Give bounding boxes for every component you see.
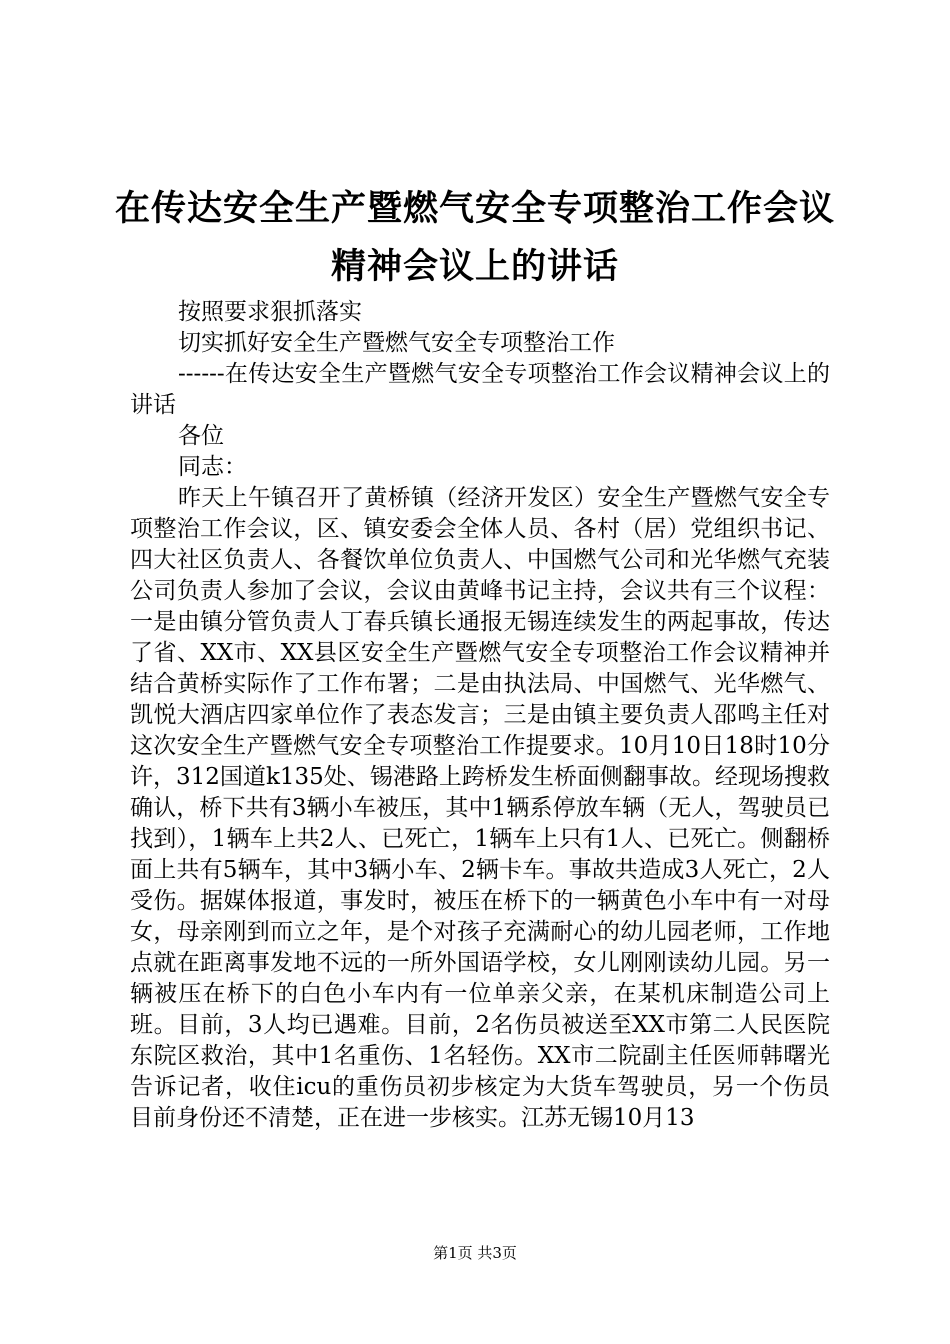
salutation-2: 同志：: [178, 454, 247, 480]
subtitle-2: 切实抓好安全生产暨燃气安全专项整治工作: [178, 330, 615, 356]
subtitle-3: ------在传达安全生产暨燃气安全专项整治工作会议精神会议上的讲话: [130, 361, 830, 418]
document-title: [0, 180, 950, 296]
page-footer: 第1页 共3页: [433, 1244, 517, 1262]
title-line-1: 在传达安全生产暨燃气安全专项整治工作会议: [114, 188, 835, 229]
subtitle-1: 按照要求狠抓落实: [178, 299, 362, 325]
title-line-2: 精神会议上的讲话: [330, 246, 619, 287]
body-paragraph: 昨天上午镇召开了黄桥镇（经济开发区）安全生产暨燃气安全专项整治工作会议，区、镇安委会全体人员、各村（居）党组织书记、四大社区负责人、各餐饮单位负责人、中国燃气公司和光华燃气充装公司负责人参加了会议，会议由黄峰书记主持，会议共有三个议程：一是由镇分管负责人丁春兵镇长通报无锡连续发生的两起事故，传达了省、XX市、XX县区安全生产暨燃气安全专项整治工作会议精神并结合黄桥实际作了工作布署；二是由执法局、中国燃气、光华燃气、凯悦大酒店四家单位作了表态发言；三是由镇主要负责人邵鸣主任对这次安全生产暨燃气安全专项整治工作提要求。10月10日18时10分许，312国道k135处、锡港路上跨桥发生桥面侧翻事故。经现场搜救确认，桥下共有3辆小车被压，其中1辆系停放车辆（无人，驾驶员已找到），1辆车上共2人、已死亡，1辆车上只有1人、已死亡。侧翻桥面上共有5辆车，其中3辆小车、2辆卡车。事故共造成3人死亡，2人受伤。据媒体报道，事发时，被压在桥下的一辆黄色小车中有一对母女，母亲刚到而立之年，是个对孩子充满耐心的幼儿园老师，工作地点就在距离事发地不远的一所外国语学校，女儿刚刚读幼儿园。另一辆被压在桥下的白色小车内有一位单亲父亲，在某机床制造公司上班。目前，3人均已遇难。目前，2名伤员被送至XX市第二人民医院东院区救治，其中1名重伤、1名轻伤。XX市二院副主任医师韩曙光告诉记者，收住icu的重伤员初步核定为大货车驾驶员，另一个伤员目前身份还不清楚，正在进一步核实。江苏无锡10月13: [130, 485, 830, 1131]
salutation-1: 各位: [178, 423, 224, 449]
document-body: [130, 297, 830, 1134]
